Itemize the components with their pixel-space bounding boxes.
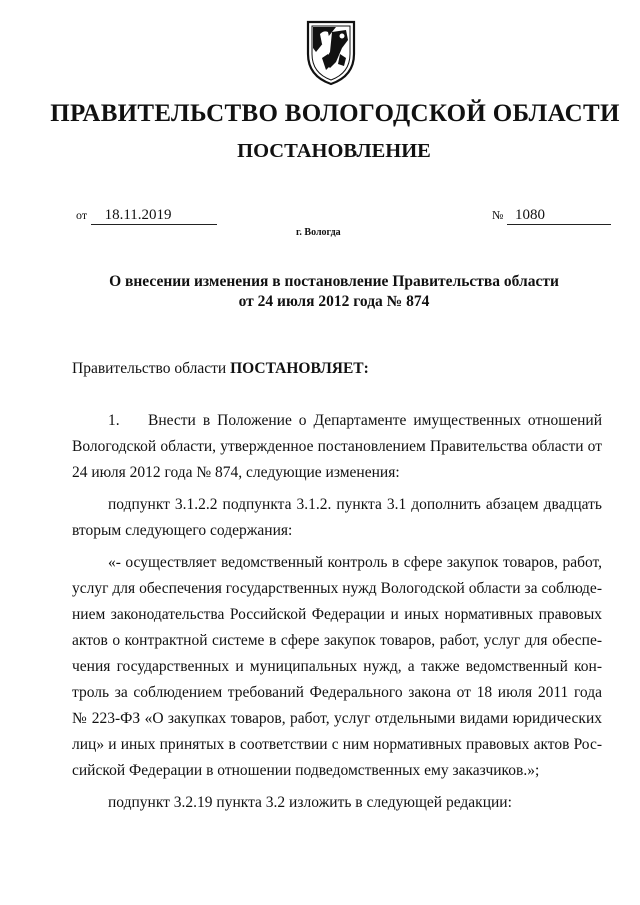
item-1-number: 1. [108,412,120,429]
decree-intro [72,360,369,378]
date-label: от [76,208,88,222]
coat-of-arms-emblem [302,18,360,86]
government-title: ПРАВИТЕЛЬСТВО ВОЛОГОДСКОЙ ОБЛАСТИ [50,100,620,127]
document-date [76,207,217,225]
document-subject [0,272,640,312]
city-name: г. Вологда [296,227,341,238]
document-body [72,408,602,822]
document-number [492,207,611,225]
amendment-quote: «- осуществляет ведомственный контроль в сфере закупок товаров, работ, услуг для обеспечения государственных нужд Вологодской области за соблюдением законодательства Российской Федерации и иных нормативных правовых актов о контрактной системе в сфере закупок товаров, работ, услуг для обеспечения государственных и муниципальных нужд, а также ведомственный контроль за соблюдением требований Федерального закона от 18 июля 2011 года № 223-ФЗ «О закупках товаров, работ, услуг отдельными видами юридических лиц» и иных принятых в соответствии с ним нормативных правовых актов Российской Федерации в отношении подведомственных ему заказчиков.»; [72,554,602,779]
document-type-title: ПОСТАНОВЛЕНИЕ [237,140,431,162]
number-label: № [492,208,504,222]
item-1-text: Внести в Положение о Департаменте имущественных отношений Вологодской области, утвержденное постановлением Правительства области от 24 июля 2012 года № 874, следующие изменения: [72,412,602,481]
subject-line-1: О внесении изменения в постановление Правительства области [109,273,559,290]
decree-word: ПОСТАНОВЛЯЕТ: [230,360,369,377]
intro-prefix: Правительство области [72,360,227,377]
number-value: 1080 [507,207,611,225]
date-value: 18.11.2019 [91,207,217,225]
item-1-paragraph [72,408,602,486]
amendment-paragraph-1: подпункт 3.1.2.2 подпункта 3.1.2. пункта 3.1 дополнить абзацем двадцать вторым следующего содержания: [72,496,602,539]
amendment-paragraph-2: подпункт 3.2.19 пункта 3.2 изложить в следующей редакции: [108,794,512,811]
subject-line-2: от 24 июля 2012 года № 874 [238,293,430,310]
